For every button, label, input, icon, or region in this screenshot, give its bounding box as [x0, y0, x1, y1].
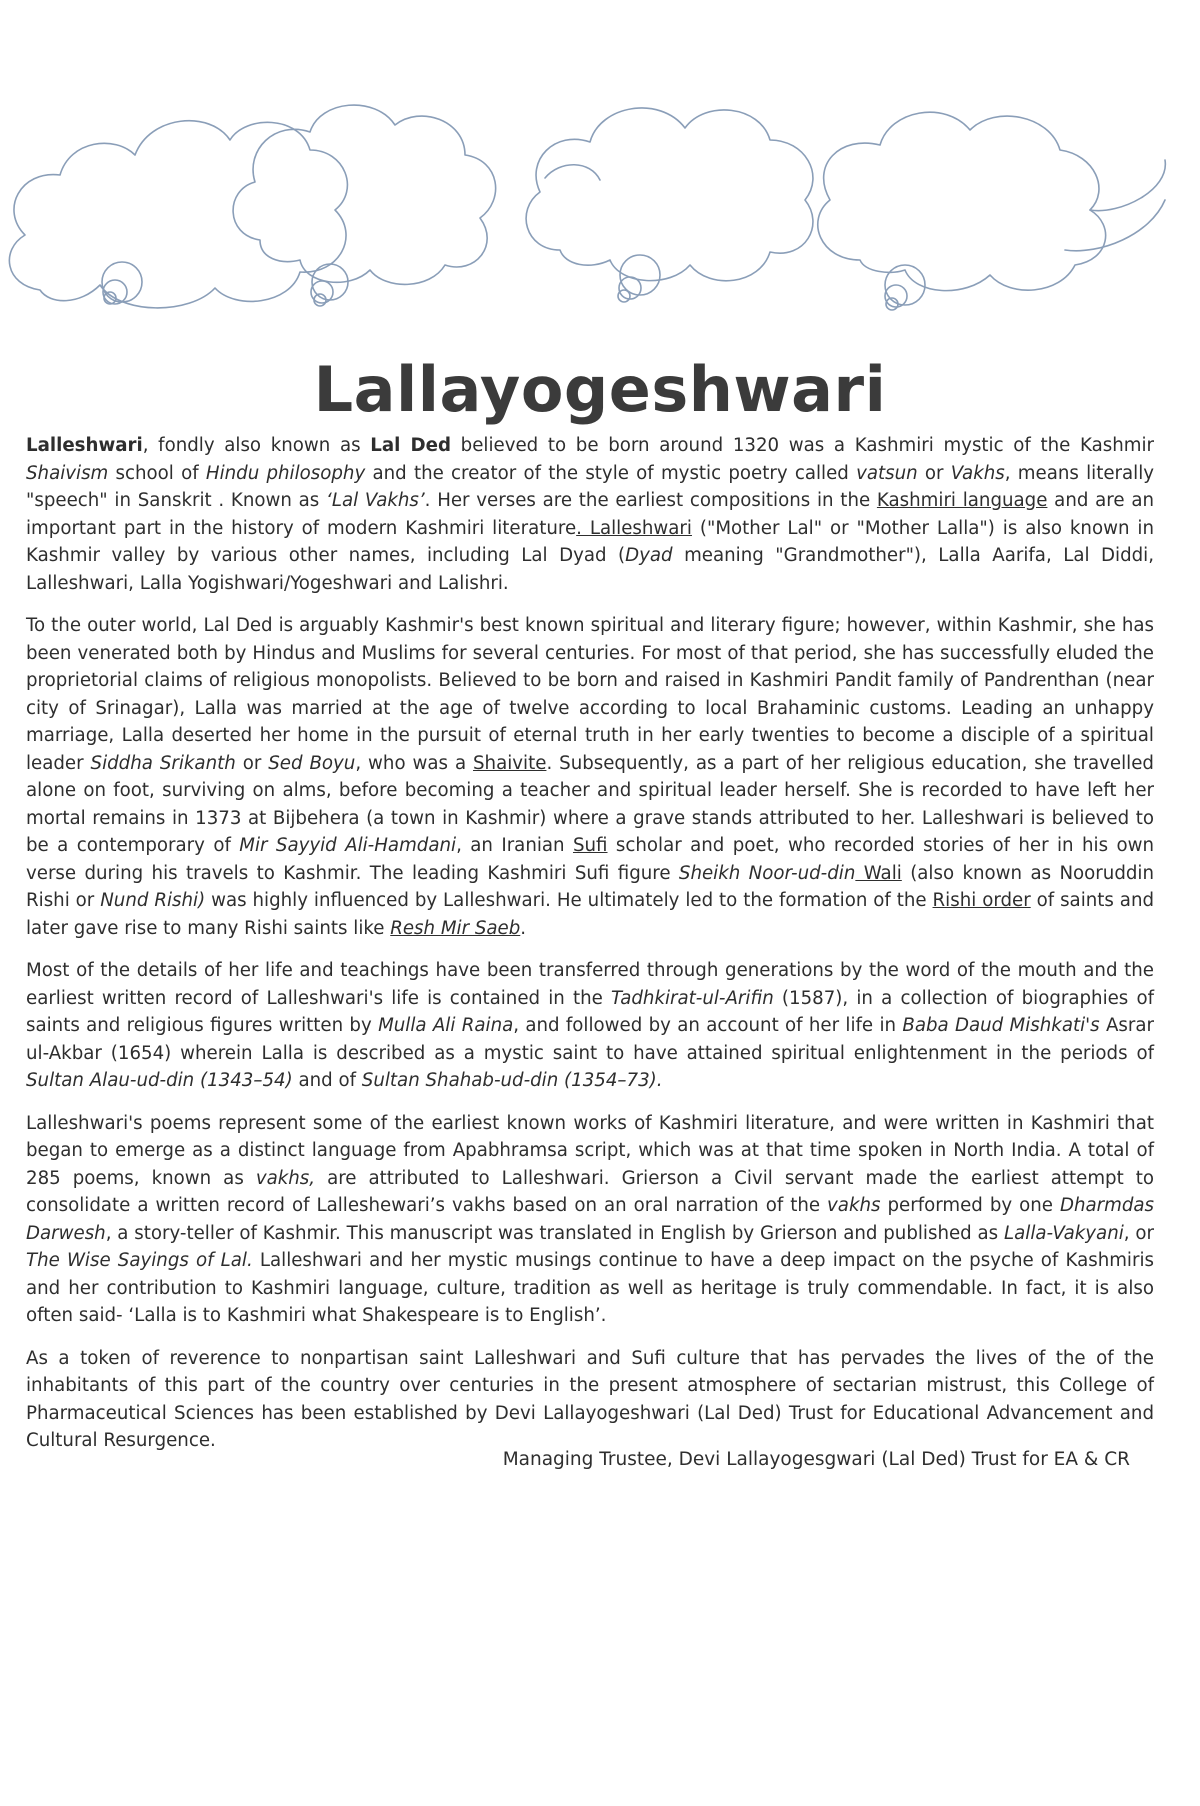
link-rishi-order: Rishi order [932, 890, 1031, 911]
link-wali: Wali [855, 862, 902, 884]
thought-clouds-illustration [0, 60, 1200, 360]
link-kashmiri-language: Kashmiri language [876, 490, 1048, 511]
paragraph-poems: Lalleshwari's poems represent some of the earliest known works of Kashmiri literature, and were written in Kashmiri that began to emerge as a distinct language from Apabhramsa script, which was at that time spoken in North India. A total of 285 poems, known as vakhs, are attributed to Lalleshwari. Grierson a Civil servant made the earliest attempt to consolidate a written record of Lalleshewari’s vakhs based on an oral narration of the vakhs performed by one Dharmdas Darwesh, a story-teller of Kashmir. This manuscript was translated in English by Grierson and published as Lalla-Vakyani, or The Wise Sayings of Lal. Lalleshwari and her mystic musings continue to have a deep impact on the psyche of Kashmiris and her contribution to Kashmiri language, culture, tradition as well as heritage is truly commendable. In fact, it is also often said- ‘Lalla is to Kashmiri what Shakespeare is to English’. [26, 1112, 1155, 1326]
cloud-shape [9, 121, 347, 308]
name-lalleshwari: Lalleshwari [26, 435, 143, 456]
page-title: Lallayogeshwari [313, 353, 887, 426]
paragraph-intro: Lalleshwari, fondly also known as Lal Ded believed to be born around 1320 was a Kashmiri mystic of the Kashmir Shaivism school of Hindu philosophy and the creator of the style of mystic poetry called vatsun or Vakhs, means literally "speech" in Sanskrit . Known as ‘Lal Vakhs’. Her verses are the earliest compositions in the Kashmiri language and are an important part in the history of modern Kashmiri literature. Lalleshwari ("Mother Lal" or "Mother Lalla") is also known in Kashmir valley by various other names, including Lal Dyad (Dyad meaning "Grandmother"), Lalla Aarifa, Lal Diddi, Lalleshwari, Lalla Yogishwari/Yogeshwari and Lalishri. [26, 435, 1155, 594]
link-sufi: Sufi [572, 835, 608, 856]
cloud-shape [818, 112, 1166, 310]
link-lalleshwari: . Lalleshwari [576, 517, 692, 539]
signature-line: Managing Trustee, Devi Lallayogesgwari (Lal Ded) Trust for EA & CR [502, 1449, 1130, 1470]
article-body [26, 432, 1154, 1470]
name-lal-ded: Lal Ded [370, 435, 452, 456]
paragraph-life: To the outer world, Lal Ded is arguably Kashmir's best known spiritual and literary figure; however, within Kashmir, she has been venerated both by Hindus and Muslims for several centuries. For most of that period, she has successfully eluded the proprietorial claims of religious monopolists. Believed to be born and raised in Kashmiri Pandit family of Pandrenthan (near city of Srinagar), Lalla was married at the age of twelve according to local Brahaminic customs. Leading an unhappy marriage, Lalla deserted her home in the pursuit of eternal truth in her early twenties to become a disciple of a spiritual leader Siddha Srikanth or Sed Boyu, who was a Shaivite. Subsequently, as a part of her religious education, she travelled alone on foot, surviving on alms, before becoming a teacher and spiritual leader herself. She is recorded to have left her mortal remains in 1373 at Bijbehera (a town in Kashmir) where a grave stands attributed to her. Lalleshwari is believed to be a contemporary of Mir Sayyid Ali-Hamdani, an Iranian Sufi scholar and poet, who recorded stories of her in his own verse during his travels to Kashmir. The leading Kashmiri Sufi figure Sheikh Noor-ud-din Wali (also known as Nooruddin Rishi or Nund Rishi) was highly influenced by Lalleshwari. He ultimately led to the formation of the Rishi order of saints and later gave rise to many Rishi saints like Resh Mir Saeb. [26, 615, 1155, 939]
paragraph-records: Most of the details of her life and teachings have been transferred through generations by the word of the mouth and the earliest written record of Lalleshwari's life is contained in the Tadhkirat-ul-Arifin (1587), in a collection of biographies of saints and religious figures written by Mulla Ali Raina, and followed by an account of her life in Baba Daud Mishkati's Asrar ul-Akbar (1654) wherein Lalla is described as a mystic saint to have attained spiritual enlightenment in the periods of Sultan Alau-ud-din (1343–54) and of Sultan Shahab-ud-din (1354–73). [26, 960, 1154, 1091]
paragraph-trust: As a token of reverence to nonpartisan saint Lalleshwari and Sufi culture that has pervades the lives of the of the inhabitants of this part of the country over centuries in the present atmosphere of sectarian mistrust, this College of Pharmaceutical Sciences has been established by Devi Lallayogeshwari (Lal Ded) Trust for Educational Advancement and Cultural Resurgence. [26, 1347, 1154, 1451]
link-resh-mir-saeb: Resh Mir Saeb [390, 917, 521, 939]
cloud-shape [233, 105, 496, 306]
cloud-shape [526, 108, 813, 302]
link-shaivite: Shaivite [473, 752, 547, 774]
